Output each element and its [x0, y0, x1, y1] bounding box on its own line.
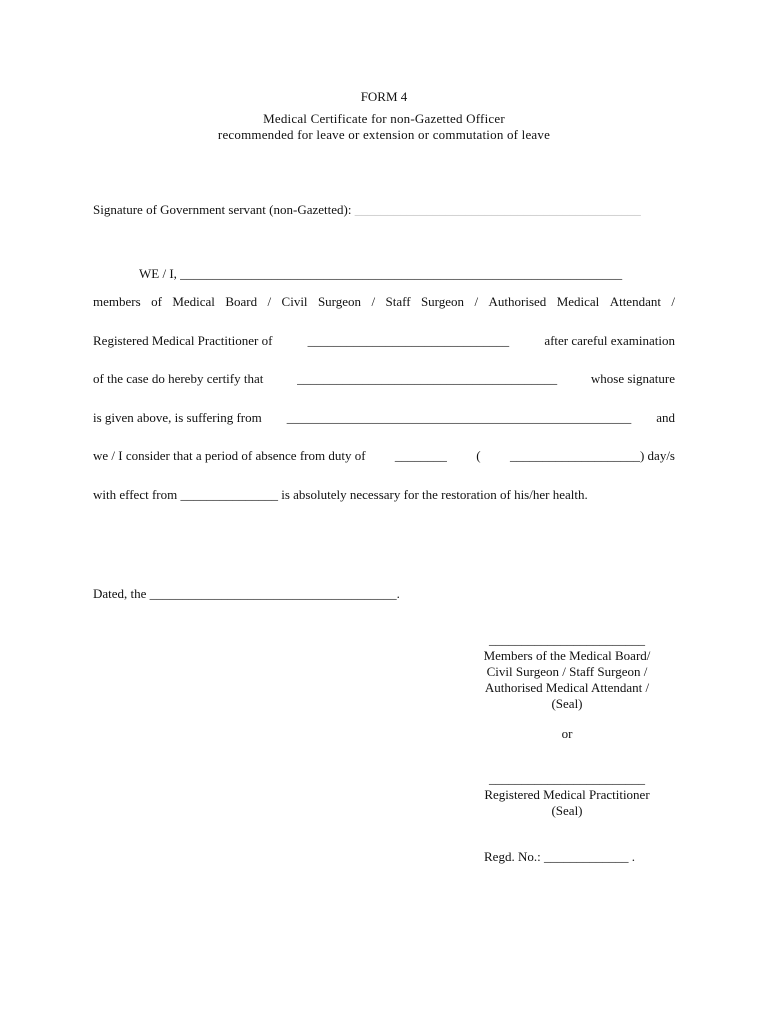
signature-blank[interactable]: ____________________________________________: [354, 202, 641, 217]
seal-label: (Seal): [551, 696, 583, 711]
word: /: [371, 294, 376, 309]
word: Civil: [281, 294, 308, 309]
practitioner-signature-block: [476, 771, 658, 819]
word: Staff: [385, 294, 411, 309]
form-title: FORM 4: [360, 89, 408, 104]
we-i-line[interactable]: WE / I, ____________________________________________________________________: [139, 266, 623, 281]
signatory-line: Registered Medical Practitioner: [484, 787, 650, 802]
dated-line[interactable]: Dated, the ______________________________________.: [93, 586, 400, 601]
suffering-line: [93, 410, 675, 426]
government-servant-signature-row: [93, 202, 641, 218]
word: members: [93, 294, 141, 309]
signature-line[interactable]: ________________________: [489, 632, 645, 647]
days-words-blank[interactable]: ____________________) day/s: [509, 448, 675, 463]
word: of: [151, 294, 162, 309]
word: /: [474, 294, 479, 309]
or-separator: or: [561, 726, 573, 741]
line-text: after careful examination: [544, 333, 675, 348]
absence-period-line: [93, 448, 675, 464]
line-text: Registered Medical Practitioner of: [93, 333, 273, 348]
word: Authorised: [488, 294, 547, 309]
seal-label: (Seal): [551, 803, 583, 818]
line-text: is given above, is suffering from: [93, 410, 262, 425]
word: /: [671, 294, 675, 309]
signatory-line: Civil Surgeon / Staff Surgeon /: [486, 664, 648, 679]
effect-from-line[interactable]: with effect from _______________ is absolutely necessary for the restoration of his/her health.: [93, 487, 588, 502]
word: Board: [225, 294, 258, 309]
word: Attendant: [609, 294, 661, 309]
line-text: of the case do hereby certify that: [93, 371, 264, 386]
signature-label: Signature of Government servant (non-Gazetted):: [93, 202, 352, 217]
board-members-line: [93, 294, 675, 310]
open-paren: (: [476, 448, 481, 463]
word: Surgeon: [317, 294, 362, 309]
certificate-title: Medical Certificate for non-Gazetted Officer: [263, 111, 505, 126]
practitioner-of-line: [93, 333, 675, 349]
signatory-line: Authorised Medical Attendant /: [484, 680, 650, 695]
signatory-line: Members of the Medical Board/: [483, 648, 651, 663]
place-blank[interactable]: _______________________________: [307, 333, 510, 348]
word: /: [267, 294, 272, 309]
registration-number-line[interactable]: Regd. No.: _____________ .: [484, 849, 635, 864]
patient-name-blank[interactable]: ________________________________________: [297, 371, 558, 386]
word: Medical: [556, 294, 600, 309]
certificate-subtitle: recommended for leave or extension or commutation of leave: [217, 127, 551, 142]
word: Surgeon: [420, 294, 465, 309]
days-number-blank[interactable]: ________: [394, 448, 447, 463]
medical-board-signature-block: [476, 632, 658, 712]
line-text: whose signature: [590, 371, 675, 386]
signature-line[interactable]: ________________________: [489, 771, 645, 786]
word: Medical: [172, 294, 215, 309]
line-text: and: [656, 410, 675, 425]
certify-line: [93, 371, 675, 387]
line-text: we / I consider that a period of absence from duty of: [93, 448, 366, 463]
illness-blank[interactable]: _____________________________________________________: [286, 410, 632, 425]
